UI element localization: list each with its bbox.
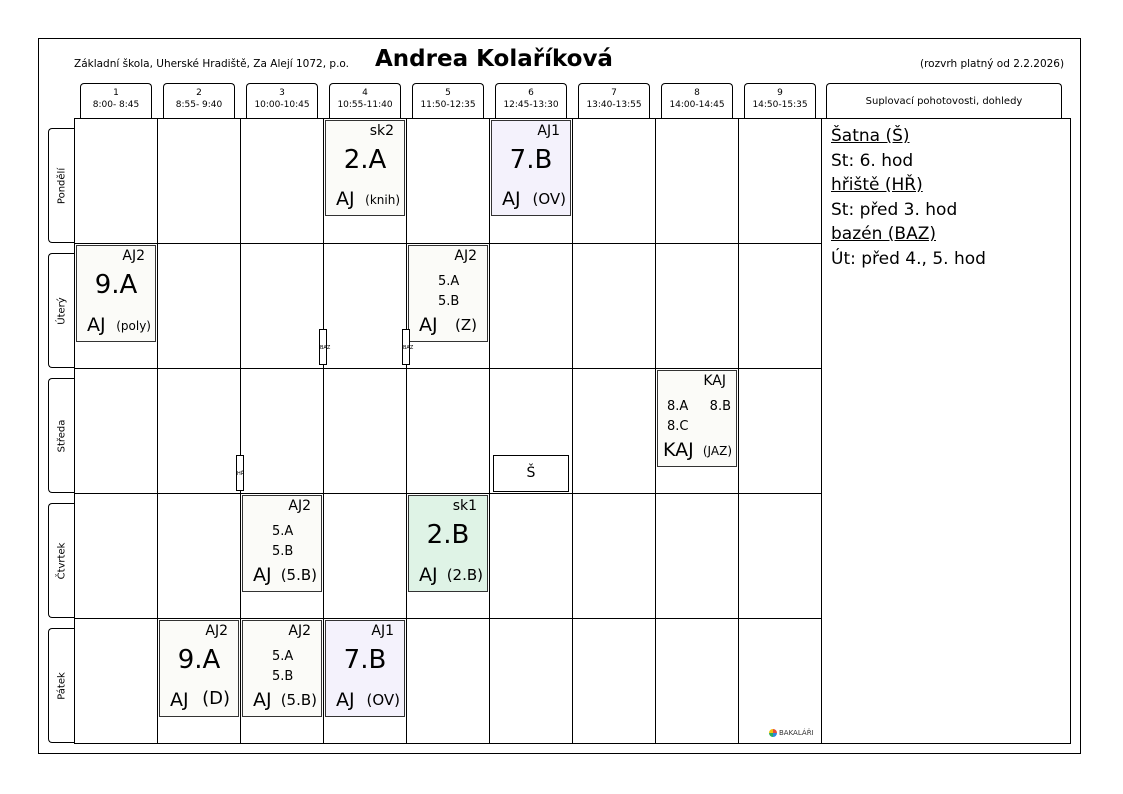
day-tab-friday: Pátek (48, 628, 75, 743)
lesson-subject: AJ (419, 314, 438, 336)
lesson-subject: AJ (502, 188, 521, 210)
supervision-marker[interactable]: HŘ (236, 455, 244, 491)
supervision-marker[interactable]: BAZ (319, 329, 327, 365)
bakalari-logo-text: BAKALÁŘI (779, 729, 814, 737)
lesson-subject: AJ (336, 188, 355, 210)
period-header-9: 9 14:50-15:35 (744, 83, 816, 118)
class-label: 5.B (272, 544, 294, 559)
lesson-subject: AJ (336, 689, 355, 711)
lesson-room: (OV) (532, 190, 566, 208)
lesson-group: AJ2 (288, 623, 311, 639)
grid-line (738, 118, 739, 744)
lesson-room: (JAZ) (702, 444, 732, 458)
lesson-room: (5.B) (280, 566, 317, 584)
lesson-class: 9.A (94, 270, 138, 300)
grid-line (74, 243, 822, 244)
grid-line (323, 118, 324, 744)
school-name: Základní škola, Uherské Hradiště, Za Alejí 1072, p.o. (74, 58, 349, 70)
lesson-subject: AJ (253, 689, 272, 711)
lesson-room: (knih) (365, 193, 400, 207)
lesson-thu-5[interactable] (408, 495, 488, 592)
period-header-2: 2 8:55- 9:40 (163, 83, 235, 118)
class-label: 5.B (438, 294, 460, 309)
day-tab-monday: Pondělí (48, 128, 75, 243)
lesson-class: 2.B (426, 520, 470, 550)
lesson-group: AJ2 (288, 498, 311, 514)
period-header-3: 3 10:00-10:45 (246, 83, 318, 118)
grid-line (157, 118, 158, 744)
lesson-mon-4[interactable] (325, 120, 405, 216)
supervision-place: Šatna (Š) (831, 126, 910, 146)
grid-line (74, 493, 822, 494)
grid-line (489, 118, 490, 744)
lesson-class: 9.A (177, 645, 221, 675)
lesson-tue-1[interactable] (76, 245, 156, 342)
grid-line (572, 118, 573, 744)
class-label: 5.B (272, 669, 294, 684)
grid-line (74, 618, 822, 619)
supervision-marker[interactable]: BAZ (402, 329, 410, 365)
period-header-6: 6 12:45-13:30 (495, 83, 567, 118)
class-label: 8.B (709, 399, 731, 414)
lesson-subject: KAJ (663, 439, 694, 461)
period-header-7: 7 13:40-13:55 (578, 83, 650, 118)
lesson-group: AJ2 (205, 623, 228, 639)
class-label: 8.A (667, 399, 689, 414)
lesson-mon-6[interactable] (491, 120, 571, 216)
day-tab-wednesday: Středa (48, 378, 75, 493)
day-tab-thursday: Čtvrtek (48, 503, 75, 618)
class-label: 5.A (438, 274, 460, 289)
lesson-room: (2.B) (446, 566, 483, 584)
supervision-place: bazén (BAZ) (831, 224, 936, 244)
period-header-8: 8 14:00-14:45 (661, 83, 733, 118)
lesson-group: AJ2 (454, 248, 477, 264)
lesson-classes (667, 397, 731, 437)
supervision-time: Út: před 4., 5. hod (831, 248, 986, 269)
lesson-group: AJ1 (537, 123, 560, 139)
lesson-classes (438, 272, 459, 312)
lesson-room: (D) (202, 688, 230, 709)
class-label: 5.A (272, 524, 294, 539)
class-label: 8.C (667, 419, 689, 434)
lesson-subject: AJ (170, 689, 189, 711)
period-header-1: 1 8:00- 8:45 (80, 83, 152, 118)
class-label: 5.A (272, 649, 294, 664)
bakalari-logo-icon (769, 729, 777, 737)
lesson-subject: AJ (419, 564, 438, 586)
lesson-room: (Z) (455, 316, 477, 334)
lesson-room: (5.B) (280, 691, 317, 709)
lesson-fri-2[interactable] (159, 620, 239, 717)
grid-line (406, 118, 407, 744)
lesson-class: 7.B (509, 145, 553, 175)
lesson-class: 7.B (343, 645, 387, 675)
duty-cell-wardrobe[interactable]: Š (493, 455, 569, 492)
grid-line (74, 368, 822, 369)
lesson-classes (272, 522, 293, 562)
lesson-group: KAJ (703, 373, 726, 389)
lesson-room: (OV) (366, 691, 400, 709)
lesson-group: sk1 (452, 498, 477, 514)
grid-line (240, 118, 241, 744)
supervision-header: Suplovací pohotovosti, dohledy (826, 83, 1062, 118)
period-header-5: 5 11:50-12:35 (412, 83, 484, 118)
grid-line (655, 118, 656, 744)
supervision-time: St: 6. hod (831, 150, 914, 171)
lesson-class: 2.A (343, 145, 387, 175)
validity-note: (rozvrh platný od 2.2.2026) (920, 58, 1065, 70)
lesson-thu-3[interactable] (242, 495, 322, 592)
lesson-tue-5[interactable] (408, 245, 488, 342)
lesson-subject: AJ (253, 564, 272, 586)
lesson-group: AJ2 (122, 248, 145, 264)
day-tab-tuesday: Úterý (48, 253, 75, 368)
lesson-wed-8[interactable] (657, 370, 737, 467)
lesson-classes (272, 647, 293, 687)
supervision-place: hřiště (HŘ) (831, 175, 923, 195)
lesson-fri-4[interactable] (325, 620, 405, 717)
lesson-fri-3[interactable] (242, 620, 322, 717)
lesson-subject: AJ (87, 314, 106, 336)
lesson-group: AJ1 (371, 623, 394, 639)
supervision-time: St: před 3. hod (831, 199, 958, 220)
bakalari-logo (769, 729, 814, 737)
period-header-4: 4 10:55-11:40 (329, 83, 401, 118)
supervision-list (831, 124, 986, 271)
lesson-group: sk2 (369, 123, 394, 139)
teacher-name: Andrea Kolaříková (375, 46, 613, 72)
lesson-room: (poly) (116, 319, 151, 333)
